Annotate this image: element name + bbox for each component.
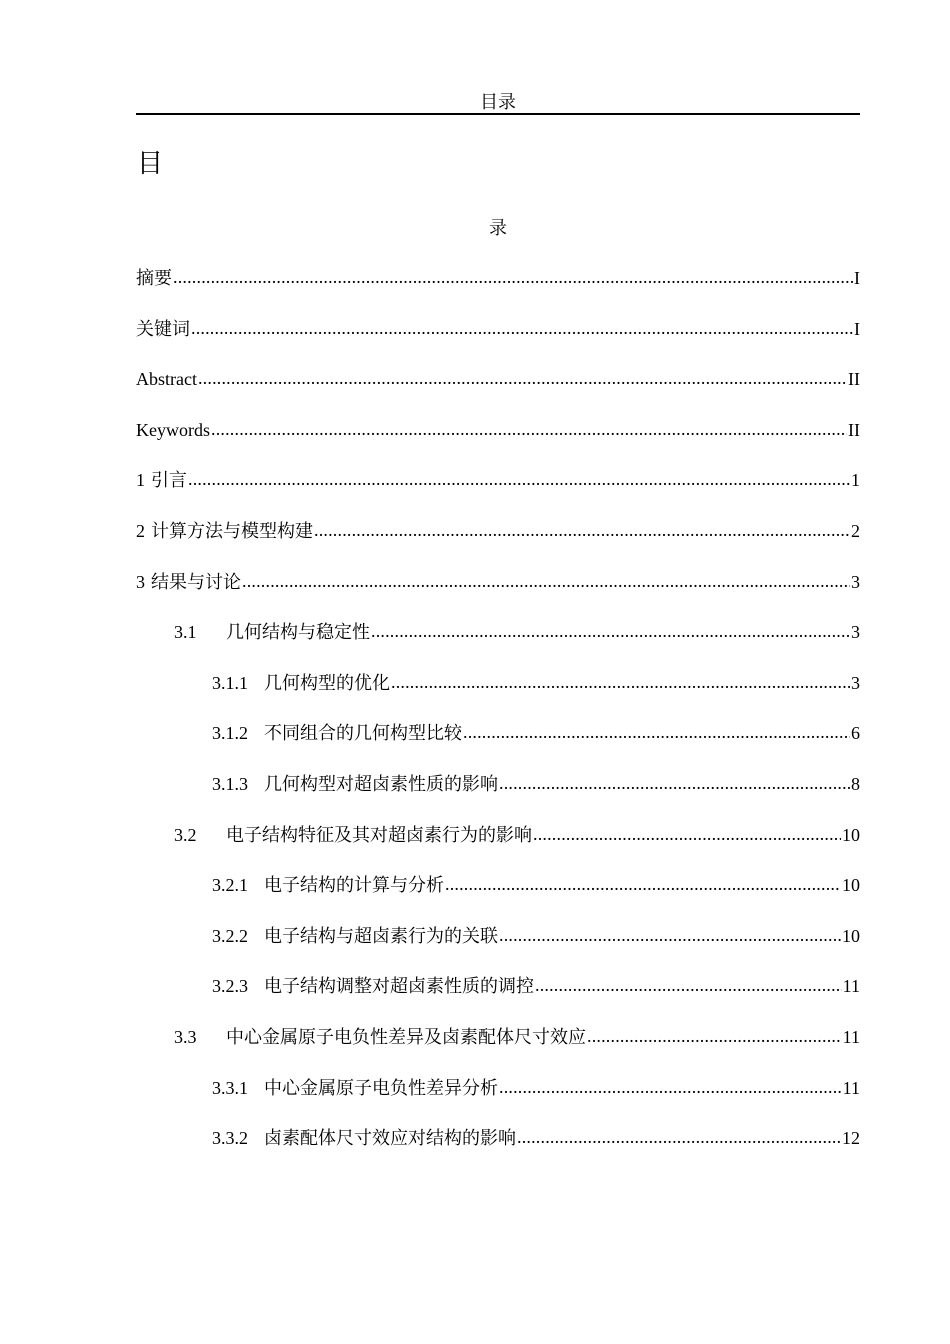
toc-entry-page: I	[854, 268, 860, 288]
toc-entry-number: 3.3	[174, 1026, 197, 1047]
toc-entry-number: 1	[136, 470, 145, 491]
toc-entry-page: 10	[842, 824, 860, 845]
toc-entry[interactable]	[136, 1025, 860, 1076]
toc-dot-leader	[445, 872, 841, 896]
toc-entry[interactable]	[136, 772, 860, 823]
toc-entry-page: II	[848, 369, 860, 390]
toc-entry-page: 6	[851, 723, 860, 744]
toc-dot-leader	[173, 265, 853, 289]
toc-dot-leader	[517, 1125, 841, 1149]
toc-dot-leader	[499, 923, 841, 947]
toc-dot-leader	[211, 417, 847, 441]
toc-entry-label: Keywords	[136, 419, 210, 440]
toc-entry-page: 11	[842, 1077, 860, 1098]
toc-entry-number: 3.2	[174, 824, 197, 845]
toc-entry-number: 3.2.2	[212, 925, 248, 946]
toc-entry-page: 12	[842, 1128, 860, 1149]
table-of-contents	[136, 266, 860, 1177]
toc-entry-number: 3.2.1	[212, 875, 248, 896]
toc-entry-number: 3.1.1	[212, 672, 248, 693]
toc-entry-number: 3.1.3	[212, 773, 248, 794]
toc-entry[interactable]	[136, 367, 860, 418]
toc-entry-label: 几何构型对超卤素性质的影响	[264, 773, 498, 794]
toc-dot-leader	[191, 316, 853, 340]
toc-title-second-char: 录	[489, 218, 507, 238]
toc-entry-number: 2	[136, 520, 145, 541]
toc-entry-label: 几何结构与稳定性	[226, 622, 370, 643]
toc-entry-label: 电子结构的计算与分析	[264, 875, 444, 896]
toc-entry[interactable]	[136, 266, 860, 317]
toc-entry-label: 电子结构调整对超卤素性质的调控	[264, 976, 534, 997]
toc-entry-label: 中心金属原子电负性差异及卤素配体尺寸效应	[226, 1026, 586, 1047]
toc-entry-number: 3.1	[174, 622, 197, 643]
toc-entry-label: 摘要	[136, 268, 172, 288]
toc-dot-leader	[535, 973, 842, 997]
toc-entry-label: 引言	[151, 470, 187, 491]
toc-entry-label: Abstract	[136, 369, 197, 390]
toc-entry-number: 3.2.3	[212, 976, 248, 997]
toc-dot-leader	[188, 467, 850, 491]
toc-entry-page: 10	[842, 875, 860, 896]
toc-entry-number: 3.1.2	[212, 723, 248, 744]
running-header: 目录	[480, 92, 516, 112]
toc-entry[interactable]	[136, 924, 860, 975]
toc-entry-page: 3	[851, 672, 860, 693]
toc-entry[interactable]	[136, 873, 860, 924]
toc-entry[interactable]	[136, 418, 860, 469]
toc-entry[interactable]	[136, 1126, 860, 1177]
toc-entry[interactable]	[136, 519, 860, 570]
toc-entry[interactable]	[136, 671, 860, 722]
toc-entry-label: 电子结构与超卤素行为的关联	[264, 925, 498, 946]
toc-entry-page: 3	[851, 571, 860, 592]
toc-title-first-char: 目	[137, 149, 164, 179]
toc-entry-label: 几何构型的优化	[264, 672, 390, 693]
toc-entry-number: 3.3.1	[212, 1077, 248, 1098]
toc-dot-leader	[587, 1024, 842, 1048]
toc-entry-label: 电子结构特征及其对超卤素行为的影响	[226, 824, 532, 845]
toc-dot-leader	[242, 569, 850, 593]
toc-dot-leader	[391, 670, 850, 694]
toc-entry-page: 2	[851, 520, 860, 541]
toc-entry-label: 计算方法与模型构建	[151, 520, 313, 541]
toc-entry[interactable]	[136, 620, 860, 671]
toc-entry-page: 11	[842, 976, 860, 997]
toc-dot-leader	[463, 720, 850, 744]
header-rule	[136, 113, 860, 115]
toc-entry-label: 结果与讨论	[151, 571, 241, 592]
toc-entry-label: 不同组合的几何构型比较	[264, 723, 462, 744]
toc-entry-page: 10	[842, 925, 860, 946]
toc-entry[interactable]	[136, 570, 860, 621]
toc-entry-label: 关键词	[136, 318, 190, 339]
toc-entry[interactable]	[136, 468, 860, 519]
toc-entry-page: 3	[851, 622, 860, 643]
toc-entry-label: 卤素配体尺寸效应对结构的影响	[264, 1128, 516, 1149]
toc-entry[interactable]	[136, 974, 860, 1025]
toc-entry[interactable]	[136, 721, 860, 772]
toc-dot-leader	[499, 771, 850, 795]
toc-dot-leader	[533, 822, 841, 846]
toc-entry[interactable]	[136, 1076, 860, 1127]
toc-entry[interactable]	[136, 823, 860, 874]
toc-dot-leader	[499, 1075, 842, 1099]
toc-entry-page: I	[854, 318, 860, 339]
toc-dot-leader	[198, 366, 847, 390]
toc-dot-leader	[314, 518, 850, 542]
toc-entry-page: 1	[851, 470, 860, 491]
toc-entry-label: 中心金属原子电负性差异分析	[264, 1077, 498, 1098]
toc-entry-page: II	[848, 419, 860, 440]
toc-dot-leader	[371, 619, 850, 643]
toc-entry-number: 3	[136, 571, 145, 592]
toc-entry[interactable]	[136, 317, 860, 368]
toc-entry-page: 8	[851, 773, 860, 794]
toc-entry-page: 11	[842, 1026, 860, 1047]
toc-entry-number: 3.3.2	[212, 1128, 248, 1149]
